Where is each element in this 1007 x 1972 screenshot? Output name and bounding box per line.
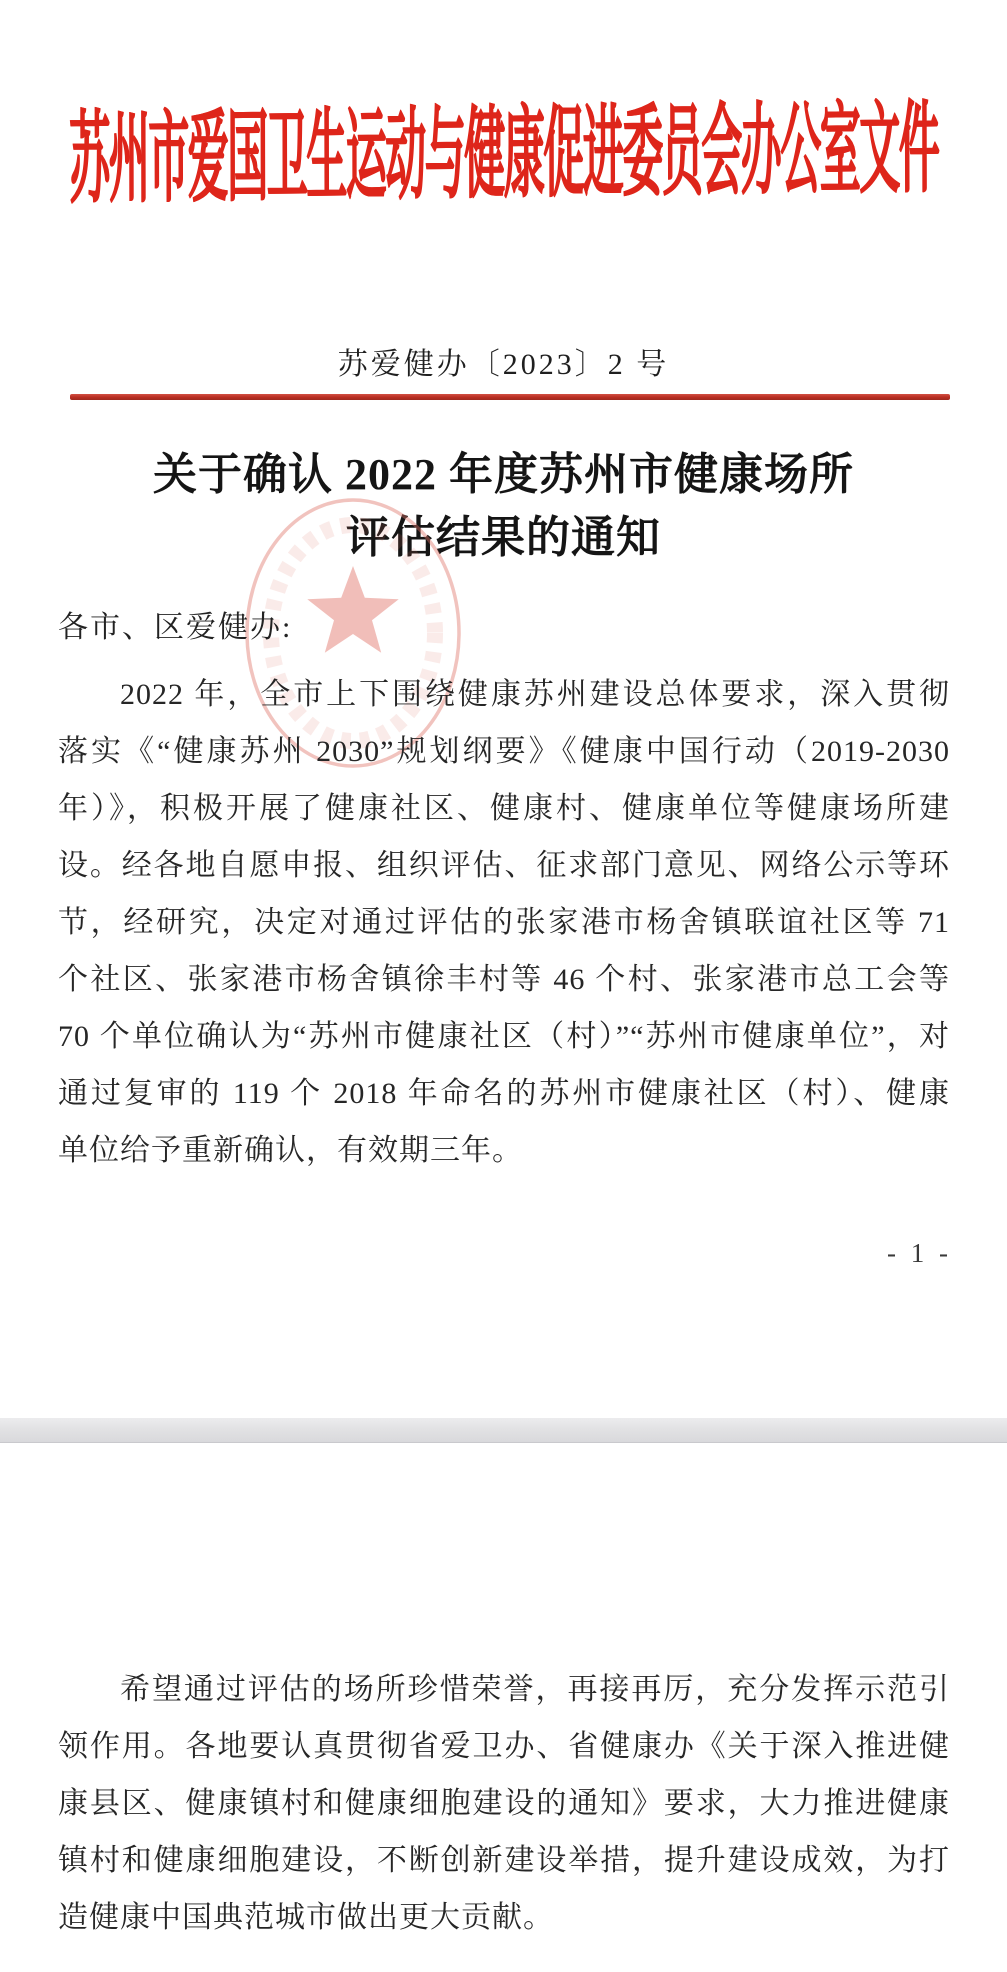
salutation: 各市、区爱健办: xyxy=(58,611,293,644)
red-letterhead-title: 苏州市爱国卫生运动与健康促进委员会办公室文件 xyxy=(68,92,939,216)
body-paragraph-2 xyxy=(58,1661,950,1946)
body-line: 希望通过评估的场所珍惜荣誉，再接再厉，充分发挥示范引 xyxy=(120,1673,950,1706)
body-line: 2022 年，全市上下围绕健康苏州建设总体要求，深入贯彻 xyxy=(120,678,950,711)
red-divider-line xyxy=(70,394,950,400)
page-separator xyxy=(0,1418,1007,1443)
page-number: - 1 - xyxy=(887,1238,952,1268)
seal-star-icon xyxy=(307,566,398,653)
body-line: 通过复审的 119 个 2018 年命名的苏州市健康社区（村）、健康 xyxy=(58,1077,950,1110)
body-line: 镇村和健康细胞建设，不断创新建设举措，提升建设成效，为打 xyxy=(58,1844,950,1877)
document-number: 苏爱健办〔2023〕2 号 xyxy=(337,348,670,381)
document-page-2 xyxy=(0,1443,1007,1972)
body-line: 单位给予重新确认，有效期三年。 xyxy=(58,1134,523,1167)
body-line: 造健康中国典范城市做出更大贡献。 xyxy=(58,1901,554,1934)
document-title-line-2: 评估结果的通知 xyxy=(346,513,661,562)
body-paragraph-1 xyxy=(58,666,950,1179)
body-line: 个社区、张家港市杨舍镇徐丰村等 46 个村、张家港市总工会等 xyxy=(58,963,950,996)
body-line: 70 个单位确认为“苏州市健康社区（村）”“苏州市健康单位”，对 xyxy=(58,1020,950,1053)
body-line: 设。经各地自愿申报、组织评估、征求部门意见、网络公示等环 xyxy=(58,849,950,882)
document-title-line-1: 关于确认 2022 年度苏州市健康场所 xyxy=(153,450,854,499)
body-line: 康县区、健康镇村和健康细胞建设的通知》要求，大力推进健康 xyxy=(58,1787,950,1820)
body-line: 落实《“健康苏州 2030”规划纲要》《健康中国行动（2019-2030 xyxy=(58,735,950,768)
body-line: 年）》，积极开展了健康社区、健康村、健康单位等健康场所建 xyxy=(58,792,950,825)
body-line: 领作用。各地要认真贯彻省爱卫办、省健康办《关于深入推进健 xyxy=(58,1730,950,1763)
body-line: 节，经研究，决定对通过评估的张家港市杨舍镇联谊社区等 71 xyxy=(58,906,950,939)
